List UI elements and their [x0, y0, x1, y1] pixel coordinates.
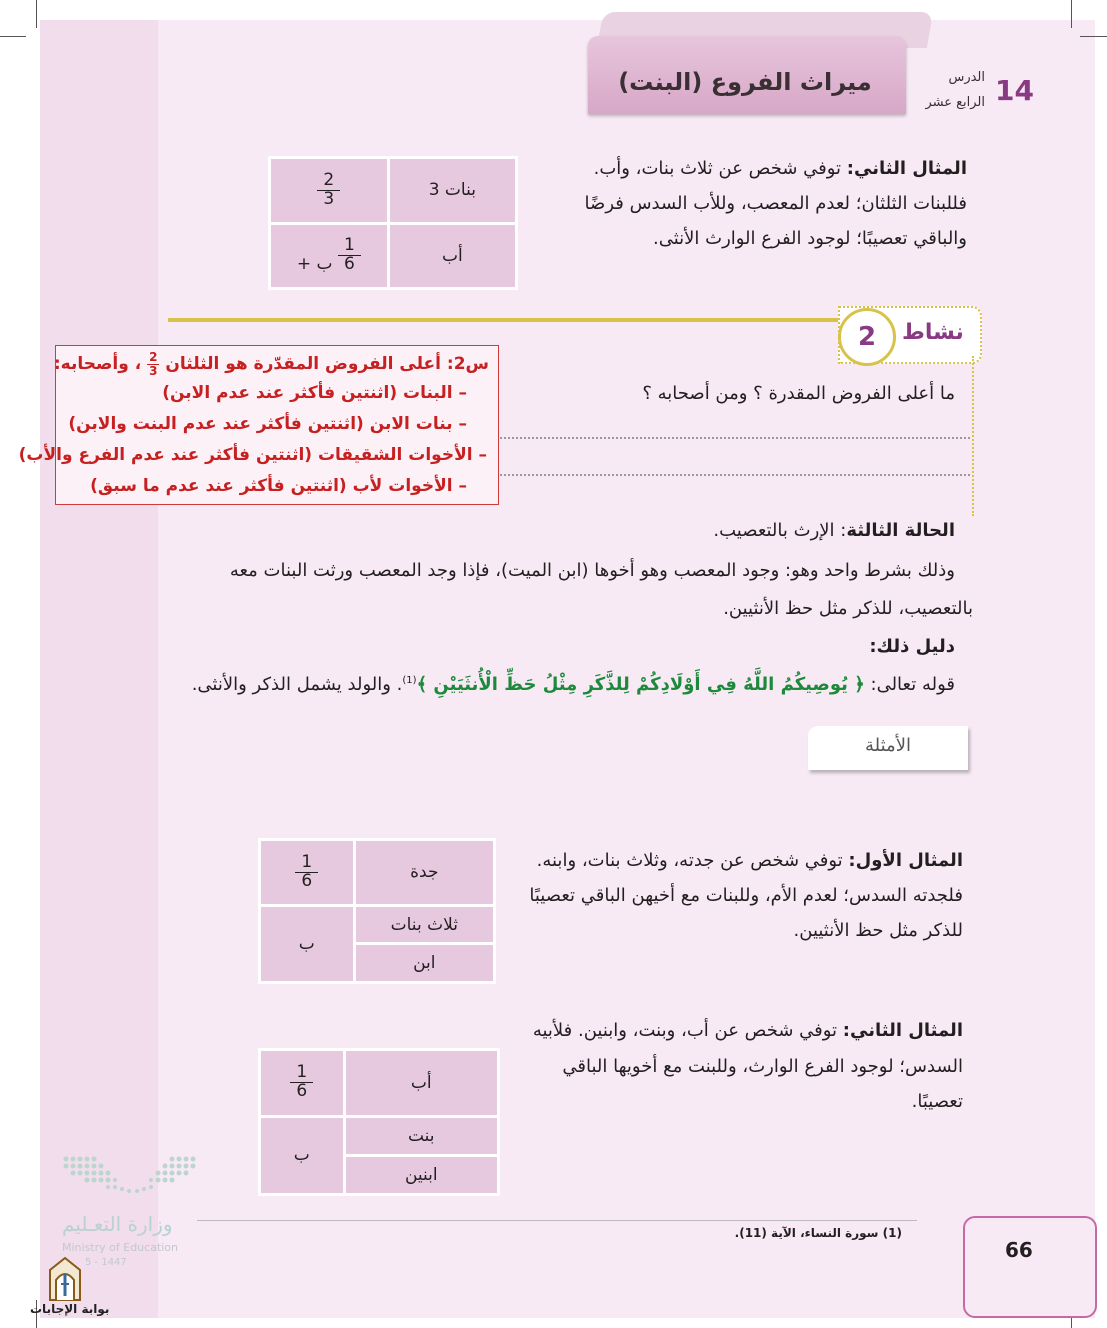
lesson-ordinal: الرابع عشر [925, 95, 985, 110]
example-heading: المثال الثاني: [846, 158, 967, 179]
case-three-line1: وذلك بشرط واحد وهو: وجود المعصب وهو أخوها (ابن الميت)، فإذا وجد المعصب ورثت البنات معه [229, 560, 955, 581]
answer-line-2: – البنات (اثنتين فأكثر عند عدم الابن) [162, 383, 467, 403]
share-cell [261, 1051, 343, 1115]
case-three-heading: الحالة الثالثة: الإرث بالتعصيب. [713, 520, 955, 541]
heir-cell: ابنين [346, 1157, 497, 1193]
footnote-ref: (1) [402, 675, 417, 686]
activity-divider [168, 318, 838, 322]
page-number: 66 [1005, 1238, 1033, 1262]
portal-name: بوابة الإجابات [30, 1302, 110, 1316]
crop-mark [36, 0, 37, 28]
example-two-line1: المثال الثاني: توفي شخص عن أب، وبنت، وابنين. فلأبيه [532, 1020, 963, 1041]
ministry-name-english: Ministry of Education [62, 1241, 179, 1254]
portal-logo-icon [44, 1256, 86, 1302]
page-background [40, 20, 1095, 1318]
answer-line-1: س2: أعلى الفروض المقدّرة هو الثلثان $\frac{2}{3}$ ، وأصحابه: [53, 350, 489, 378]
lesson-title: ميراث الفروع (البنت) [618, 68, 872, 96]
answer-line-3: – بنات الابن (اثنتين فأكثر عند عدم البنت والابن) [68, 414, 467, 434]
remainder-mark: + ب [296, 254, 333, 275]
share-cell [261, 841, 353, 904]
heir-cell: ابن [356, 945, 493, 981]
ministry-year: 5 - 1447 [85, 1257, 127, 1268]
activity-border [972, 356, 974, 516]
share-cell: ب [261, 1118, 343, 1193]
example-one-line3: للذكر مثل حظ الأنثيين. [793, 920, 963, 941]
crop-mark [1080, 36, 1107, 37]
heir-cell: بنت [346, 1118, 497, 1154]
evidence-heading: دليل ذلك: [869, 636, 955, 657]
heir-cell: 3 بنات [390, 159, 515, 222]
share-cell [271, 225, 387, 288]
example-text: توفي شخص عن ثلاث بنات، وأب. [593, 158, 842, 179]
page-margin-strip [40, 20, 158, 1318]
lesson-number: 14 [995, 74, 1034, 107]
example-one-line1: المثال الأول: توفي شخص عن جدته، وثلاث بنات، وابنه. [536, 850, 963, 871]
quran-verse: ﴿ يُوصِيكُمُ اللَّهُ فِي أَوْلَادِكُمْ لِلذَّكَرِ مِثْلُ حَظِّ الْأُنثَيَيْنِ ﴾ [416, 674, 865, 695]
answer-line-4: – الأخوات الشقيقات (اثنتين فأكثر عند عدم الفرع والأب) [18, 445, 487, 465]
answer-line-5: – الأخوات لأب (اثنتين فأكثر عند عدم ما سبق) [90, 476, 467, 496]
heir-cell: جدة [356, 841, 493, 904]
activity-label: نشاط [902, 320, 964, 345]
fraction: $\frac{1}{6}$ [290, 1064, 313, 1101]
heirs-table-example-one [258, 838, 496, 984]
case-three-line2: بالتعصيب، للذكر مثل حظ الأنثيين. [723, 598, 973, 619]
activity-question: ما أعلى الفروض المقدرة ؟ ومن أصحابه ؟ [642, 383, 955, 404]
example-two-top-line1 [594, 158, 967, 179]
crop-mark [0, 36, 26, 37]
share-cell [271, 159, 387, 222]
heir-cell: ثلاث بنات [356, 907, 493, 943]
footnote: (1) سورة النساء، الآية (11). [734, 1226, 902, 1240]
heirs-table-example-two [258, 1048, 500, 1196]
activity-number: 2 [838, 308, 896, 366]
heir-cell: أب [390, 225, 515, 288]
footnote-divider [197, 1220, 917, 1221]
heir-cell: أب [346, 1051, 497, 1115]
evidence-line: قوله تعالى: ﴿ يُوصِيكُمُ اللَّهُ فِي أَوْلَادِكُمْ لِلذَّكَرِ مِثْلُ حَظِّ الْأُنثَيَيْنِ ﴾$^{(1)}$. والولد يشمل الذكر والأنثى. [191, 674, 955, 695]
fraction: $\frac{1}{6}$ [295, 854, 318, 891]
page-number-box [963, 1216, 1097, 1318]
fraction: $\frac{2}{3}$ [317, 172, 340, 209]
lesson-label: الدرس [948, 70, 985, 85]
crop-mark [1071, 0, 1072, 28]
fraction: $\frac{1}{6}$ [338, 237, 361, 274]
ministry-logo-dots [62, 1155, 197, 1195]
example-two-top-line3: والباقي تعصيبًا؛ لوجود الفرع الوارث الأنثى. [652, 228, 967, 249]
example-two-line3: تعصيبًا. [911, 1091, 963, 1112]
ministry-name-arabic: وزارة التعـليم [62, 1212, 173, 1236]
share-cell: ب [261, 907, 353, 981]
fraction: $\frac{2}{3}$ [149, 350, 158, 378]
example-one-line2: فلجدته السدس؛ لعدم الأم، وللبنات مع أخيهن الباقي تعصيبًا [529, 885, 963, 906]
example-two-line2: السدس؛ لوجود الفرع الوارث، وللبنت مع أخويها الباقي [562, 1056, 963, 1077]
heirs-table-top [268, 156, 518, 290]
examples-tab: الأمثلة [808, 726, 968, 770]
example-two-top-line2: فللبنات الثلثان؛ لعدم المعصب، وللأب السدس فرضًا [584, 193, 967, 214]
